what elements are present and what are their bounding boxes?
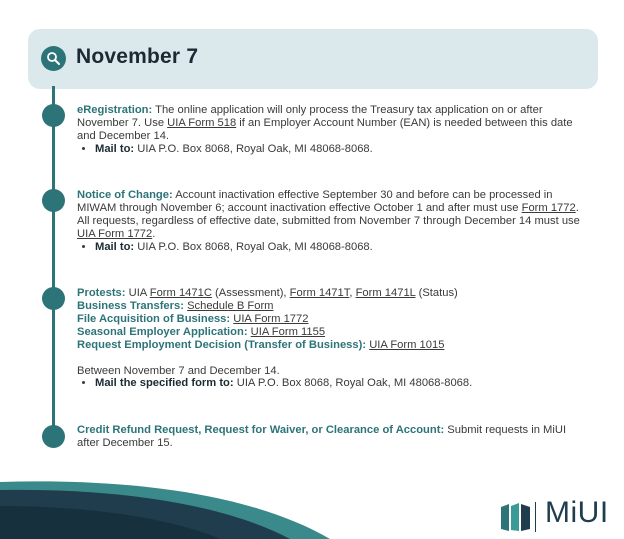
mail-label: Mail to: [95, 240, 135, 253]
mail-list [77, 377, 589, 390]
timeline-dot [42, 287, 65, 310]
section-credit-refund [77, 424, 589, 450]
date-range-text: Between November 7 and December 14. [77, 364, 280, 377]
list-item [95, 241, 589, 254]
section-protests [77, 287, 589, 390]
spacer [77, 352, 589, 365]
mail-label: Mail to: [95, 142, 135, 155]
form-link[interactable]: Form 1471L [355, 287, 416, 299]
section-text: . All requests, regardless of effective date, submitted from November 7 through December 14 must use [77, 201, 580, 227]
mail-label: Mail the specified form to: [95, 377, 234, 390]
section-notice-of-change [77, 189, 589, 254]
form-link[interactable]: UIA Form 518 [167, 116, 237, 129]
header-banner [28, 29, 598, 89]
timeline-dot [42, 425, 65, 448]
form-link[interactable]: Schedule B Form [187, 299, 274, 312]
mail-list [77, 241, 589, 254]
mail-address: UIA P.O. Box 8068, Royal Oak, MI 48068-8068. [134, 142, 373, 155]
logo-divider [535, 502, 536, 532]
section-text: The online application will only process the Treasury tax application on or after November 7. Use [77, 104, 543, 129]
form-link[interactable]: UIA Form 1015 [369, 338, 445, 351]
list-item [95, 377, 589, 390]
section-text: (Assessment), [211, 287, 290, 299]
section-text: if an Employer Account Number (EAN) is needed between this date and December 14. [77, 116, 573, 142]
section-eregistration [77, 104, 589, 156]
form-link[interactable]: UIA Form 1772 [77, 227, 153, 240]
section-label: Protests: [77, 287, 126, 299]
list-item [95, 143, 589, 156]
form-link[interactable]: UIA Form 1772 [233, 312, 309, 325]
brand-name: MiUI [545, 496, 609, 529]
page-title: November 7 [76, 45, 199, 68]
form-link[interactable]: Form 1471T [289, 287, 350, 299]
timeline-dot [42, 104, 65, 127]
section-text: UIA [125, 287, 150, 299]
section-label: Request Employment Decision (Transfer of Business): [77, 338, 367, 351]
section-label: File Acquisition of Business: [77, 312, 231, 325]
section-label: Credit Refund Request, Request for Waiver, or Clearance of Account: [77, 424, 445, 436]
mail-address: UIA P.O. Box 8068, Royal Oak, MI 48068-8068. [134, 240, 373, 253]
section-text: , [349, 287, 356, 299]
section-text: . [152, 227, 156, 240]
section-label: Business Transfers: [77, 299, 184, 312]
section-text: (Status) [415, 287, 458, 299]
mail-list [77, 143, 589, 156]
timeline-dot [42, 189, 65, 212]
section-text: Account inactivation effective September 30 and before can be processed in MIWAM through November 6; account inactivation effective October 1 and after must use [77, 189, 553, 214]
section-label: eRegistration: [77, 104, 153, 116]
form-link[interactable]: Form 1772 [521, 201, 576, 214]
timeline-line [52, 86, 55, 440]
section-label: Seasonal Employer Application: [77, 325, 248, 338]
search-icon [41, 46, 66, 71]
form-link[interactable]: UIA Form 1155 [250, 325, 326, 338]
section-label: Notice of Change: [77, 189, 173, 201]
miui-logo-icon [499, 501, 533, 533]
form-link[interactable]: Form 1471C [149, 287, 212, 299]
section-text: Submit requests in MiUI after December 15. [77, 424, 567, 449]
mail-address: UIA P.O. Box 8068, Royal Oak, MI 48068-8068. [233, 377, 473, 390]
